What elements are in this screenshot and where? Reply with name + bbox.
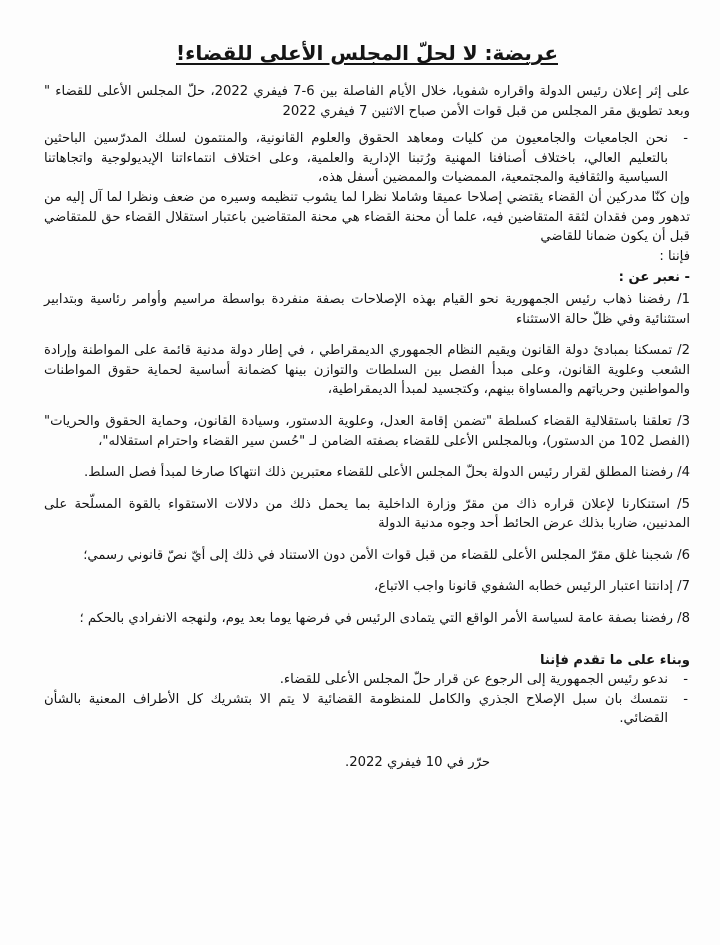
point-6: 6/ شجبنا غلق مقرّ المجلس الأعلى للقضاء من قبل قوات الأمن دون الاستناد في ذلك إلى أيّ نصّ قانوني رسمي؛ <box>83 547 690 563</box>
point-3: 3/ تعلقنا باستقلالية القضاء كسلطة "تضمن إقامة العدل، وعلوية الدستور، وسيادة القانون، وحماية الحقوق والحريات" (الفصل 102 من الدستور)، وبالمجلس الأعلى للقضاء بصفته الضامن لـ "حُسن سير القضاء واحترام استقلاله"، <box>44 413 690 449</box>
demand-2: - نتمسك بان سبل الإصلاح الجذري والكامل للمنظومة القضائية لا يتم الا بتشريك كل الأطراف المعنية بالشأن القضائي. <box>44 690 668 729</box>
demand-1: - ندعو رئيس الجمهورية إلى الرجوع عن قرار حلّ المجلس الأعلى للقضاء. <box>44 670 668 690</box>
point-5: 5/ استنكارنا لإعلان قراره ذاك من مقرّ وزارة الداخلية بما يحمل ذلك من دلالات الاستقواء بالقوة المسلّحة على المدنيين، ضاربا بذلك عرض الحائط أحد وجوه مدنية الدولة <box>44 496 690 532</box>
signatories-paragraph: - نحن الجامعيات والجامعيون من كليات ومعاهد الحقوق والعلوم القانونية، والمنتمون لسلك المدرّسين الباحثين بالتعليم العالي، باختلاف أصنافنا المهنية ورُتبنا الإدارية والعلمية، وعلى اختلاف انتماءاتنا الإيديولوجية واتجاهاتنا السياسية والثقافية والمجتمعية، الممضيات والممضين أسفل هذه، <box>44 129 668 188</box>
signatories-list <box>44 129 690 188</box>
closing-heading: وبناء على ما تقدم فإننا <box>539 652 690 668</box>
point-1: 1/ رفضنا ذهاب رئيس الجمهورية نحو القيام بهذه الإصلاحات بصفة منفردة بواسطة مراسيم وأوامر رئاسية وبتدابير استثنائية وفي ظلّ حالة الاستثناء <box>44 291 690 327</box>
express-heading: - نعبر عن : <box>618 270 690 286</box>
petition-title: عريضة: لا لحلّ المجلس الأعلى للقضاء! <box>176 41 558 65</box>
point-2: 2/ تمسكنا بمبادئ دولة القانون ويقيم النظام الجمهوري الديمقراطي ، في إطار دولة مدنية قائمة على المواطنة وإرادة الشعب وعلوية القانون، وعلى مبدأ الفصل بين السلطات والتوازن بينها كضمانة أساسية لحماية حقوق المواطنات والمواطنين وحرياتهم والمساواة بينهم، وكتجسيد لمبدأ الديمقراطية، <box>44 343 690 398</box>
demands-list <box>44 670 690 729</box>
therefore-line: فإننا : <box>659 248 690 264</box>
point-4: 4/ رفضنا المطلق لقرار رئيس الدولة بحلّ المجلس الأعلى للقضاء معتبرين ذلك انتهاكا صارخا لمبدأ فصل السلط. <box>84 465 690 481</box>
awareness-paragraph: وإن كنّا مدركين أن القضاء يقتضي إصلاحا عميقا وشاملا نظرا لما يشوب تنظيمه وسيره من ضعف ونظرا لما آل إليه من تدهور ومن فقدان لثقة المتقاضين فيه، علما أن محنة القضاء هي محنة المتقاضين باعتبار استقلال القضاء حق للمتقاضي قبل أن يكون ضمانا للقاضي <box>44 189 690 245</box>
point-8: 8/ رفضنا بصفة عامة لسياسة الأمر الواقع التي يتمادى الرئيس في فرضها يوما بعد يوم، ولنهجه الانفرادي بالحكم ؛ <box>79 611 690 627</box>
signature-date: حرّر في 10 فيفري 2022. <box>345 755 490 771</box>
point-7: 7/ إدانتنا اعتبار الرئيس خطابه الشفوي قانونا واجب الاتباع، <box>373 579 690 595</box>
intro-paragraph: على إثر إعلان رئيس الدولة واقراره شفويا، خلال الأيام الفاصلة بين 6-7 فيفري 2022، حلّ المجلس الأعلى للقضاء " وبعد تطويق مقر المجلس من قبل قوات الأمن صباح الاثنين 7 فيفري 2022 <box>44 84 690 119</box>
